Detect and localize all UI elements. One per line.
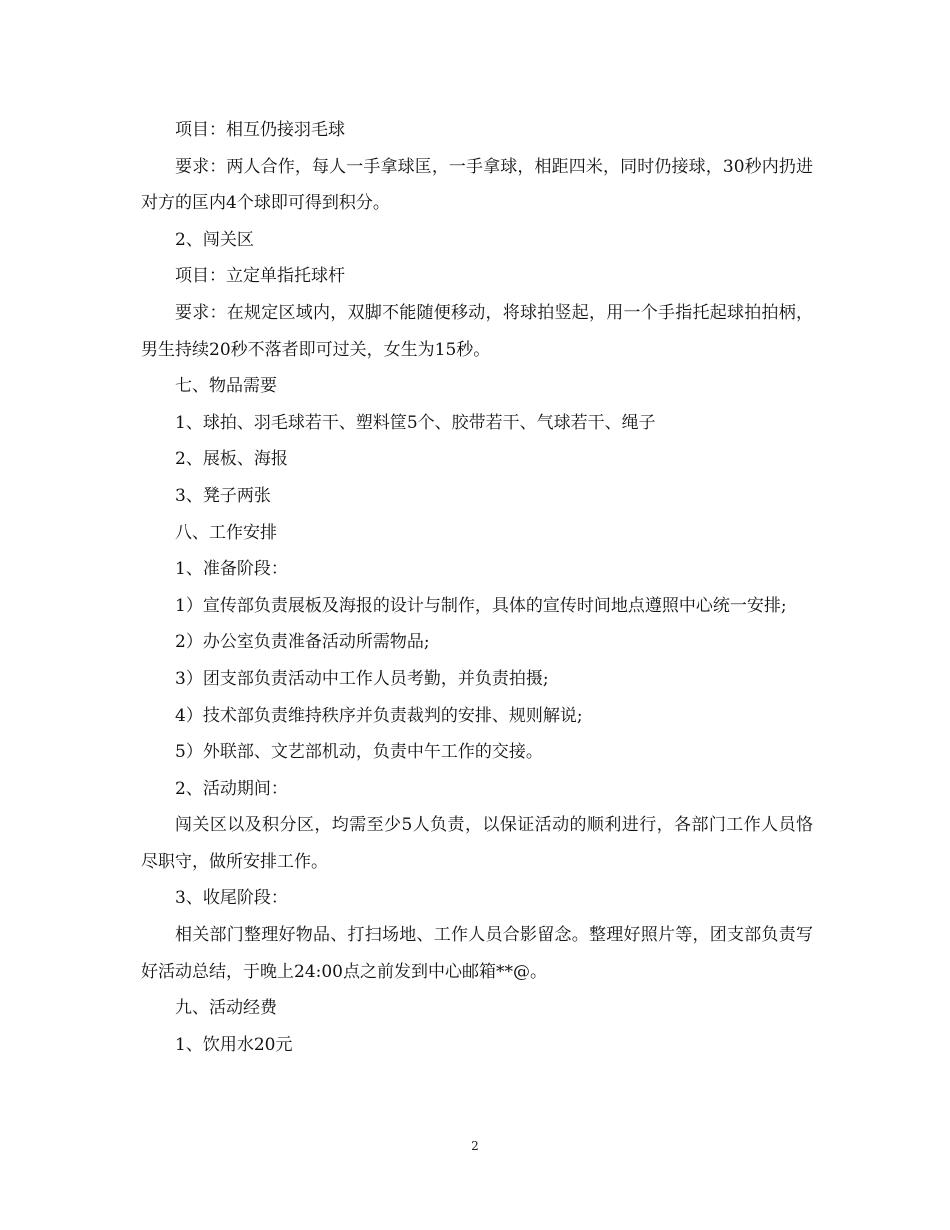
paragraph-challenge-zone-heading: 2、闯关区 [175, 229, 254, 250]
section-heading-supplies: 七、物品需要 [175, 376, 277, 397]
subheading-closing-stage: 3、收尾阶段： [175, 888, 288, 909]
subheading-activity-period: 2、活动期间： [175, 778, 288, 799]
preparation-task-2: 2）办公室负责准备活动所需物品; [175, 632, 430, 653]
preparation-task-4: 4）技术部负责维持秩序并负责裁判的安排、规则解说; [175, 705, 583, 726]
preparation-task-3: 3）团支部负责活动中工作人员考勤，并负责拍摄; [175, 668, 549, 689]
paragraph-finger-balance-requirement: 要求：在规定区域内，双脚不能随便移动，将球拍竖起，用一个手指托起球拍拍柄，男生持续20秒不落者即可过关，女生为15秒。 [141, 302, 813, 360]
section-heading-activity-budget: 九、活动经费 [175, 998, 277, 1019]
preparation-task-1: 1）宣传部负责展板及海报的设计与制作，具体的宣传时间地点遵照中心统一安排; [175, 595, 787, 616]
supplies-item-1: 1、球拍、羽毛球若干、塑料筐5个、胶带若干、气球若干、绳子 [175, 412, 656, 433]
paragraph-finger-balance-item: 项目：立定单指托球杆 [175, 266, 345, 287]
supplies-item-3: 3、凳子两张 [175, 485, 271, 506]
activity-period-description: 闯关区以及积分区，均需至少5人负责，以保证活动的顺利进行，各部门工作人员恪尽职守，做所安排工作。 [141, 815, 813, 872]
budget-item-1: 1、饮用水20元 [175, 1034, 293, 1055]
closing-stage-description: 相关部门整理好物品、打扫场地、工作人员合影留念。整理好照片等，团支部负责写好活动总结，于晚上24:00点之前发到中心邮箱**@。 [141, 925, 813, 982]
page-number: 2 [471, 1139, 479, 1153]
supplies-item-2: 2、展板、海报 [175, 449, 288, 470]
section-heading-work-arrangement: 八、工作安排 [175, 522, 277, 543]
document-body [141, 112, 813, 1063]
preparation-task-5: 5）外联部、文艺部机动，负责中午工作的交接。 [175, 742, 543, 763]
paragraph-badminton-toss-item: 项目：相互仍接羽毛球 [175, 120, 345, 140]
paragraph-badminton-toss-requirement: 要求：两人合作，每人一手拿球匡，一手拿球，相距四米，同时仍接球，30秒内扔进对方的匡内4个球即可得到积分。 [141, 156, 813, 214]
subheading-preparation-stage: 1、准备阶段： [175, 559, 288, 580]
